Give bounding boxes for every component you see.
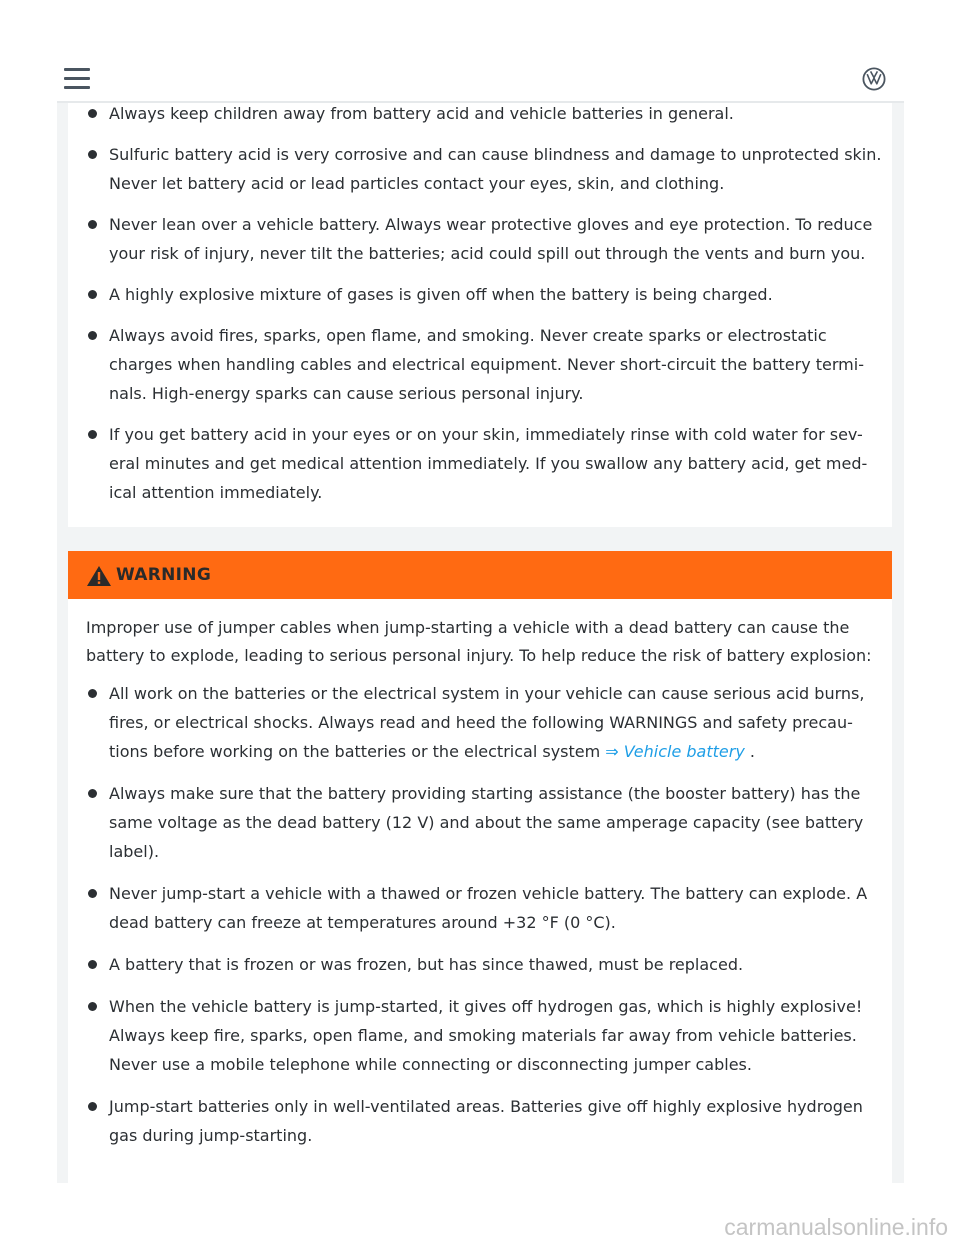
list-item: Never jump-start a vehicle with a thawed or frozen vehicle battery. The battery can explode. A dead battery can freeze at temperatures around +32 °F (0 °C). (86, 879, 886, 937)
list-item: Sulfuric battery acid is very corrosive and can cause blindness and damage to unprotected skin. Never let battery acid or lead particles contact your eyes, skin, and clothing. (86, 140, 886, 198)
list-item: Always keep children away from battery acid and vehicle batteries in general. (86, 99, 886, 128)
list-item (86, 679, 886, 766)
list-item-text: All work on the batteries or the electrical system in your vehicle can cause serious acid burns, fires, or electrical shocks. Always read and heed the following WARNINGS and safety precau-tions before working on the batteries or the electrical system (109, 684, 865, 761)
list-item: When the vehicle battery is jump-started, it gives off hydrogen gas, which is highly explosive! Always keep fire, sparks, open flame, and smoking materials far away from vehicle batteries. Never use a mobile telephone while connecting or disconnecting jumper cables. (86, 992, 886, 1079)
warning-triangle-icon (86, 565, 112, 587)
watermark: carmanualsonline.info (724, 1214, 948, 1240)
battery-safety-list (86, 99, 886, 507)
warning-title: WARNING (116, 565, 212, 585)
list-item: Jump-start batteries only in well-ventilated areas. Batteries give off highly explosive hydrogen gas during jump-starting. (86, 1092, 886, 1150)
hamburger-menu-icon[interactable] (64, 68, 90, 90)
list-item: Never lean over a vehicle battery. Always wear protective gloves and eye protection. To reduce your risk of injury, never tilt the batteries; acid could spill out through the vents and burn you. (86, 210, 886, 268)
vehicle-battery-link[interactable]: ⇒ Vehicle battery (605, 742, 745, 761)
list-item-suffix: . (744, 742, 755, 761)
list-item: Always make sure that the battery providing starting assistance (the booster battery) has the same voltage as the dead battery (12 V) and about the same amperage capacity (see battery label). (86, 779, 886, 866)
top-bar (0, 0, 960, 100)
warning-intro: Improper use of jumper cables when jump-starting a vehicle with a dead battery can cause the battery to explode, leading to serious personal injury. To help reduce the risk of battery explosion: (86, 618, 872, 665)
list-item: If you get battery acid in your eyes or on your skin, immediately rinse with cold water for sev-eral minutes and get medical attention immediately. If you swallow any battery acid, get med-ical attention immediately. (86, 420, 886, 507)
list-item: A battery that is frozen or was frozen, but has since thawed, must be replaced. (86, 950, 886, 979)
warning-card (68, 551, 892, 1183)
warning-header (68, 551, 892, 599)
vw-logo-icon[interactable] (862, 67, 886, 91)
warning-list (86, 679, 886, 1150)
list-item: A highly explosive mixture of gases is given off when the battery is being charged. (86, 280, 886, 309)
battery-safety-card (68, 103, 892, 527)
list-item: Always avoid fires, sparks, open flame, and smoking. Never create sparks or electrostatic charges when handling cables and electrical equipment. Never short-circuit the battery termi-nals. High-energy sparks can cause serious personal injury. (86, 321, 886, 408)
